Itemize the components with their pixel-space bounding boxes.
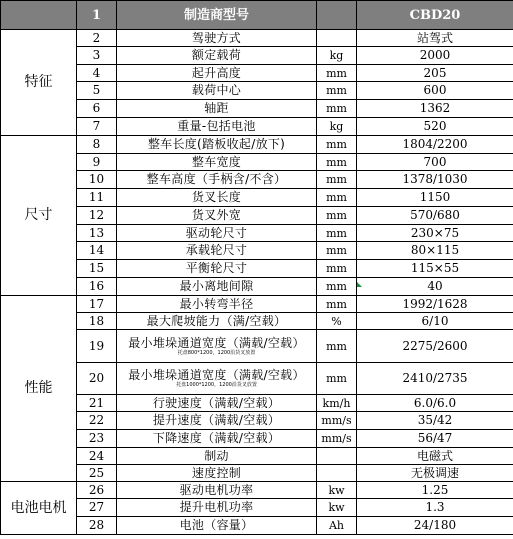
item-name-cell [117,207,317,225]
row-number-cell: 20 [77,363,117,395]
item-name-cell [117,296,317,313]
value-cell: 6.0/6.0 [357,395,513,412]
unit-cell: mm [317,207,357,225]
value-cell: 80×115 [357,242,513,260]
value-cell: 24/180 [357,517,513,535]
row-number-cell: 25 [77,465,117,482]
spec-row [1,242,513,260]
row-number-cell: 21 [77,395,117,412]
spec-row [1,395,513,412]
unit-cell: mm [317,225,357,242]
spec-row [1,465,513,482]
item-name-text: 最小堆垛通道宽度（满载/空载） [128,335,305,350]
group-label-cell: 特征 [1,30,77,136]
row-number-cell: 18 [77,313,117,330]
value-cell: 6/10 [357,313,513,330]
unit-cell: mm [317,260,357,278]
spec-row [1,517,513,535]
value-cell: 56/47 [357,430,513,448]
row-number-cell: 10 [77,171,117,189]
value-cell: 站驾式 [357,30,513,47]
value-cell: 1992/1628 [357,296,513,313]
row-number-cell: 7 [77,118,117,136]
row-number-cell: 28 [77,517,117,535]
spec-row [1,499,513,517]
unit-cell: mm [317,296,357,313]
item-name-text: 最大爬坡能力（满/空载） [146,313,287,328]
unit-cell: mm [317,363,357,395]
value-cell: 520 [357,118,513,136]
item-name-text: 驾驶方式 [191,30,242,45]
spec-row [1,430,513,448]
unit-cell [317,465,357,482]
value-cell: 1804/2200 [357,136,513,154]
item-name-text: 承载轮尺寸 [185,243,248,257]
spec-row [1,330,513,363]
value-cell: 230×75 [357,225,513,242]
row-number-cell: 11 [77,189,117,207]
row-number-cell: 14 [77,242,117,260]
item-name-cell [117,395,317,412]
row-number-cell: 8 [77,136,117,154]
row-number-cell: 9 [77,154,117,171]
row-number-cell: 19 [77,330,117,363]
unit-cell [317,448,357,465]
spec-row [1,30,513,47]
item-name-cell [117,260,317,278]
row-number-cell: 22 [77,412,117,430]
value-cell: 35/42 [357,412,513,430]
item-name-text: 下降速度（满载/空载） [152,431,281,445]
header-unit-cell [317,1,357,30]
value-cell: 700 [357,154,513,171]
row-number-cell: 23 [77,430,117,448]
row-number-cell: 2 [77,30,117,47]
unit-cell: mm [317,330,357,363]
item-name-text: 制动 [204,448,229,463]
item-name-text: 提升速度（满载/空载） [152,413,281,427]
spec-row [1,189,513,207]
value-cell: 1378/1030 [357,171,513,189]
item-name-text: 货叉长度 [191,190,242,204]
value-cell: 无极调速 [357,465,513,482]
unit-cell: mm/s [317,430,357,448]
item-name-cell [117,313,317,330]
header-corner-cell [1,1,77,30]
row-number-cell: 12 [77,207,117,225]
row-number-cell: 24 [77,448,117,465]
row-number-cell: 27 [77,499,117,517]
spec-row [1,260,513,278]
unit-cell: mm [317,100,357,118]
row-number-cell: 16 [77,278,117,296]
item-name-cell [117,82,317,100]
item-name-cell [117,412,317,430]
value-cell: 电磁式 [357,448,513,465]
unit-cell: kg [317,118,357,136]
cell-comment-marker [357,282,362,287]
item-name-cell [117,482,317,499]
item-name-text: 电池（容量） [179,518,254,532]
value-cell: 1.3 [357,499,513,517]
value-cell: 40 [357,278,513,296]
spec-row [1,313,513,330]
row-number-cell: 6 [77,100,117,118]
spec-row [1,118,513,136]
item-name-cell [117,100,317,118]
unit-cell: mm [317,82,357,100]
item-name-text: 轴距 [204,101,229,115]
row-number-cell: 15 [77,260,117,278]
value-cell: 570/680 [357,207,513,225]
spec-row [1,100,513,118]
spec-row [1,154,513,171]
header-number-cell: 1 [77,1,117,30]
header-value-cell: CBD20 [357,1,513,30]
item-name-cell [117,136,317,154]
item-name-text: 行驶速度（满载/空载） [152,395,281,410]
row-number-cell: 13 [77,225,117,242]
spec-row [1,171,513,189]
unit-cell: kw [317,499,357,517]
item-name-text: 起升高度 [191,65,242,80]
spec-row [1,136,513,154]
item-name-text: 重量-包括电池 [177,119,256,133]
item-name-text: 整车宽度 [191,154,242,169]
group-label-cell: 性能 [1,296,77,482]
value-cell: 2275/2600 [357,330,513,363]
spec-row [1,482,513,499]
row-number-cell: 26 [77,482,117,499]
unit-cell: mm [317,136,357,154]
unit-cell: % [317,313,357,330]
item-name-text: 货叉外宽 [191,208,242,222]
spec-row [1,82,513,100]
item-name-text: 提升电机功率 [179,500,254,514]
header-item-cell: 制造商型号 [117,1,317,30]
item-name-cell [117,499,317,517]
item-name-cell [117,47,317,65]
unit-cell: mm [317,154,357,171]
unit-cell: mm [317,189,357,207]
group-label-cell: 尺寸 [1,136,77,296]
item-note-text: 托盘1000*1200，1200沿货叉放置 [176,382,257,388]
item-name-cell [117,65,317,82]
spec-row [1,412,513,430]
item-name-text: 整车长度(踏板收起/放下) [147,137,286,151]
item-name-cell [117,154,317,171]
item-name-text: 额定载荷 [191,48,242,62]
spec-row [1,65,513,82]
item-name-text: 平衡轮尺寸 [185,261,248,275]
spec-row [1,363,513,395]
spec-row [1,296,513,313]
group-label-cell: 电池电机 [1,482,77,535]
item-name-cell [117,118,317,136]
value-cell: 2000 [357,47,513,65]
unit-cell: mm [317,171,357,189]
item-name-cell [117,465,317,482]
item-name-text: 整车高度（手柄含/不含） [146,172,287,186]
spec-row [1,47,513,65]
item-name-cell [117,30,317,47]
item-name-text: 载荷中心 [191,83,242,97]
item-name-cell [117,363,317,395]
item-name-text: 最小堆垛通道宽度（满载/空载） [128,368,305,382]
value-cell: 1.25 [357,482,513,499]
unit-cell: mm/s [317,412,357,430]
row-number-cell: 5 [77,82,117,100]
item-name-text: 驱动轮尺寸 [185,225,248,240]
item-name-cell [117,330,317,363]
unit-cell: Ah [317,517,357,535]
header-row [1,1,513,30]
unit-cell: mm [317,242,357,260]
unit-cell: mm [317,65,357,82]
item-name-cell [117,517,317,535]
spec-row [1,207,513,225]
value-cell: 115×55 [357,260,513,278]
item-name-text: 驱动电机功率 [179,482,254,497]
value-cell: 1362 [357,100,513,118]
spec-row [1,225,513,242]
item-name-cell [117,430,317,448]
item-name-text: 速度控制 [191,465,242,480]
value-cell: 1150 [357,189,513,207]
value-cell: 600 [357,82,513,100]
value-cell: 205 [357,65,513,82]
item-name-text: 最小转弯半径 [179,296,254,311]
item-name-cell [117,278,317,296]
item-name-text: 最小离地间隙 [179,279,254,293]
unit-cell: km/h [317,395,357,412]
unit-cell: mm [317,278,357,296]
spec-row [1,448,513,465]
item-name-cell [117,171,317,189]
spec-row [1,278,513,296]
row-number-cell: 3 [77,47,117,65]
item-name-cell [117,448,317,465]
row-number-cell: 17 [77,296,117,313]
row-number-cell: 4 [77,65,117,82]
item-name-cell [117,242,317,260]
item-name-cell [117,225,317,242]
item-note-text: 托盘800*1200，1200沿货叉放置 [177,349,256,356]
unit-cell: kw [317,482,357,499]
unit-cell [317,30,357,47]
item-name-cell [117,189,317,207]
unit-cell: kg [317,47,357,65]
value-cell: 2410/2735 [357,363,513,395]
